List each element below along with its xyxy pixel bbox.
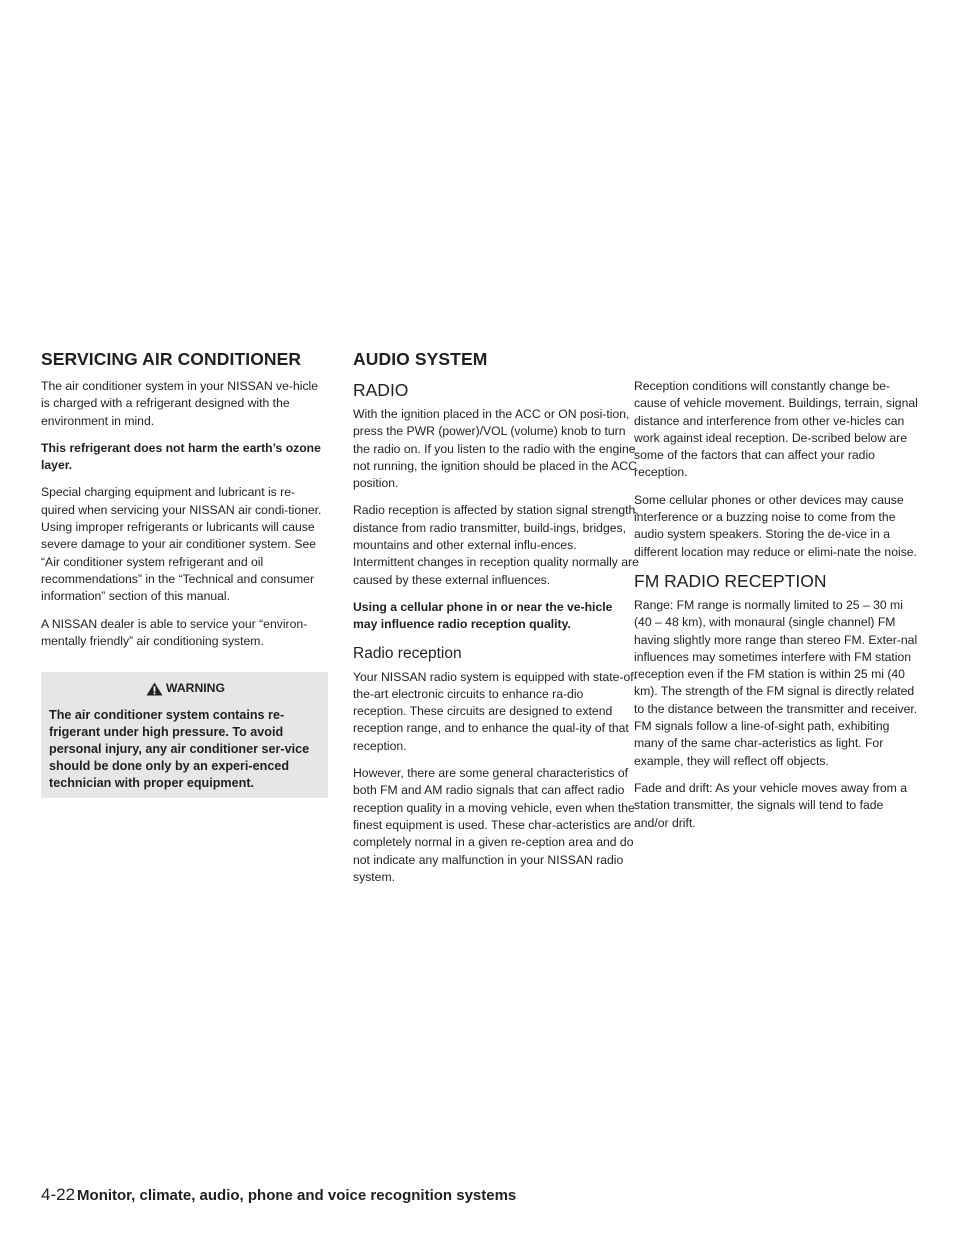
page-number: 4-22 — [41, 1185, 76, 1204]
paragraph-radio-on: With the ignition placed in the ACC or ON posi-tion, press the PWR (power)/VOL (volume) knob to turn the radio on. If you listen to the radio with the engine not running, the ignition should be placed in the ACC position. — [353, 407, 637, 491]
paragraph-intro: The air conditioner system in your NISSAN ve-hicle is charged with a refrigerant designed with the environment in mind. — [41, 379, 319, 428]
section-heading-audio-system: AUDIO SYSTEM — [353, 349, 488, 369]
warning-box — [41, 672, 328, 798]
paragraph-dealer-service: A NISSAN dealer is able to service your “environ-mentally friendly” air conditioning system. — [41, 616, 308, 648]
section-heading-servicing-ac: SERVICING AIR CONDITIONER — [41, 349, 302, 369]
subheading-radio: RADIO — [353, 380, 409, 400]
column-fm-reception — [634, 378, 921, 842]
warning-title: WARNING — [166, 681, 225, 696]
column-radio — [353, 378, 640, 896]
paragraph-ozone-note: This refrigerant does not harm the earth’s ozone layer. — [41, 440, 321, 473]
paragraph-characteristics: However, there are some general characteristics of both FM and AM radio signals that can affect radio reception quality in a moving vehicle, even when the finest equipment is used. These char-acteristics are completely normal in a given re-ception area and do not indicate any malfunction in your NISSAN radio system. — [353, 766, 635, 884]
paragraph-cellular-note: Using a cellular phone in or near the ve-hicle may influence radio reception quality. — [353, 599, 613, 632]
footer-section-title: Monitor, climate, audio, phone and voice recognition systems — [77, 1187, 517, 1204]
subheading-radio-reception: Radio reception — [353, 644, 462, 662]
page-footer — [41, 1185, 516, 1205]
paragraph-radio-system: Your NISSAN radio system is equipped with state-of-the-art electronic circuits to enhance ra-dio reception. These circuits are designed to extend reception range, and to enhance the qual-ity of that reception. — [353, 669, 638, 753]
subheading-fm-radio-reception: FM RADIO RECEPTION — [634, 570, 827, 591]
paragraph-cellular-interference: Some cellular phones or other devices may cause interference or a buzzing noise to come from the audio system speakers. Storing the de-vice in a different location may reduce or elimi-nate the noise. — [634, 492, 917, 559]
paragraph-fade-drift: Fade and drift: As your vehicle moves away from a station transmitter, the signals will tend to fade and/or drift. — [634, 780, 907, 830]
warning-text: The air conditioner system contains re-frigerant under high pressure. To avoid personal injury, any air conditioner ser-vice should be done only by an experi-enced technician with proper equipment. — [49, 708, 310, 791]
warning-heading — [49, 678, 322, 707]
warning-triangle-icon — [146, 682, 163, 696]
paragraph-reception-affected: Radio reception is affected by station signal strength, distance from radio transmitter, build-ings, bridges, mountains and other external influ-ences. Intermittent changes in reception quality normally are caused by these external influences. — [353, 503, 639, 587]
paragraph-reception-conditions: Reception conditions will constantly change be-cause of vehicle movement. Buildings, terrain, signal distance and interference from other ve-hicles can work against ideal reception. De-scribed below are some of the factors that can affect your radio reception. — [634, 379, 918, 480]
column-servicing-ac — [41, 378, 328, 798]
paragraph-special-charging: Special charging equipment and lubricant is re-quired when servicing your NISSAN air condi-tioner. Using improper refrigerants or lubricants will cause severe damage to your air conditioner system. See “Air conditioner system refrigerant and oil recommendations” in the “Technical and consumer information” section of this manual. — [41, 485, 322, 604]
paragraph-fm-range: Range: FM range is normally limited to 25 – 30 mi (40 – 48 km), with monaural (single channel) FM having slightly more range than stereo FM. Exter-nal influences may sometimes interfere with FM station reception even if the FM station is within 25 mi (40 km). The strength of the FM signal is directly related to the distance between the transmitter and receiver. FM signals follow a line-of-sight path, exhibiting many of the same char-acteristics as light. For example, they will reflect off objects. — [634, 597, 918, 768]
